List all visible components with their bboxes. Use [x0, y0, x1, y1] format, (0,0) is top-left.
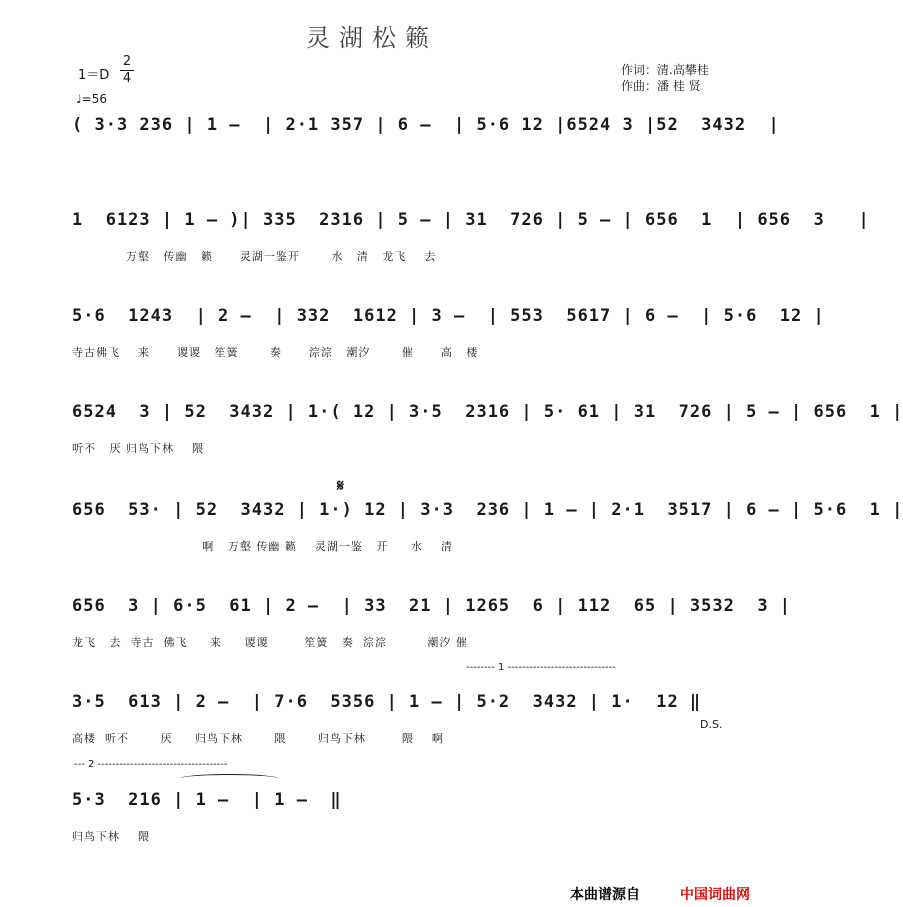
- lyrics-line: 啊 万壑 传幽 籁 灵湖一鉴 开 水 清: [72, 540, 453, 553]
- composer: 作曲：潘 桂 贤: [621, 79, 701, 93]
- notation-line: 656 53· | 52 3432 | 1·) 12 | 3·3 236 | 1 – | 2·1 3517 | 6 – | 5·6 1 |: [72, 500, 903, 520]
- volta-first-ending: -------- 1 ------------------------------: [466, 662, 616, 673]
- notation-line: 6524 3 | 52 3432 | 1·( 12 | 3·5 2316 | 5· 61 | 31 726 | 5 – | 656 1 |: [72, 402, 903, 422]
- segno-sign: 𝄋: [337, 476, 344, 495]
- lyrics-line: 听不 厌 归鸟下林 隈: [72, 442, 204, 455]
- site-link[interactable]: 中国词曲网: [680, 887, 750, 903]
- source-label: 本曲谱源自: [570, 887, 640, 903]
- notation-line: 3·5 613 | 2 – | 7·6 5356 | 1 – | 5·2 3432 | 1· 12 ‖: [72, 692, 702, 712]
- notation-line: ( 3·3 236 | 1 – | 2·1 357 | 6 – | 5·6 12 |6524 3 |52 3432 |: [72, 115, 780, 135]
- lyricist: 作词：清.高攀桂: [621, 63, 709, 77]
- lyrics-line: 万壑 传幽 籁 灵湖一鉴开 水 清 龙飞 去: [72, 250, 437, 263]
- time-signature-bottom: 4: [122, 71, 132, 86]
- time-signature-top: 2: [122, 54, 132, 69]
- lyrics-line: 龙飞 去 寺古 佛飞 来 谡谡 笙簧 奏 淙淙 潮汐 催: [72, 636, 468, 649]
- lyrics-line: 归鸟下林 隈: [72, 830, 150, 843]
- tempo-marking: ♩=56: [76, 92, 107, 106]
- notation-line: 5·3 216 | 1 – | 1 – ‖: [72, 790, 342, 810]
- notation-line: 1 6123 | 1 – )| 335 2316 | 5 – | 31 726 | 5 – | 656 1 | 656 3 |: [72, 210, 870, 230]
- notation-line: 5·6 1243 | 2 – | 332 1612 | 3 – | 553 5617 | 6 – | 5·6 12 |: [72, 306, 825, 326]
- credits: [621, 62, 709, 94]
- lyrics-line: 高楼 听不 厌 归鸟下林 隈 归鸟下林 隈 啊: [72, 732, 444, 745]
- notation-line: 656 3 | 6·5 61 | 2 – | 33 21 | 1265 6 | 112 65 | 3532 3 |: [72, 596, 792, 616]
- page-title: 灵湖松籁: [306, 24, 438, 52]
- lyrics-line: 寺古佛飞 来 谡谡 笙簧 奏 淙淙 潮汐 催 高 楼: [72, 346, 479, 359]
- key-signature: 1＝D: [78, 68, 110, 83]
- tie-slur: [180, 774, 278, 783]
- dal-segno-marking: D.S.: [700, 718, 723, 731]
- time-signature: [120, 55, 134, 86]
- volta-second-ending: --- 2 ------------------------------------: [74, 759, 228, 770]
